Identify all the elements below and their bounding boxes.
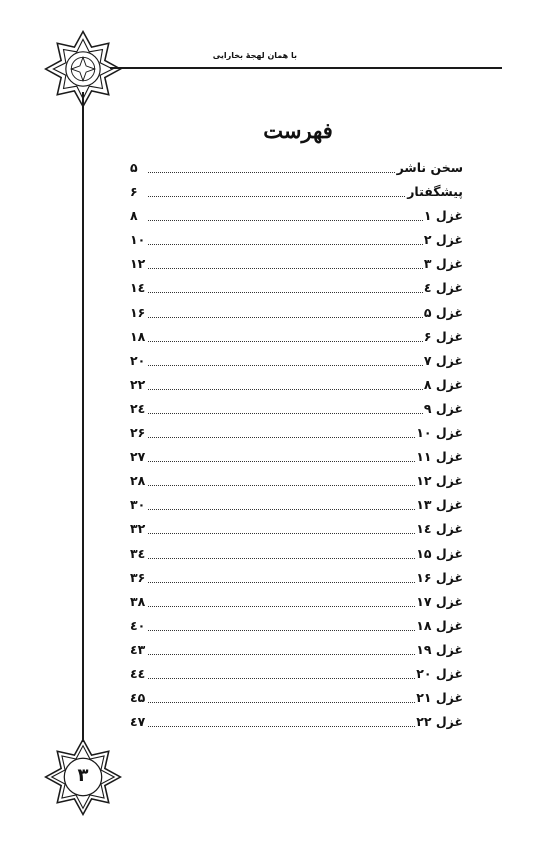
- toc-entry-label: غزل ۱: [423, 208, 463, 224]
- toc-entry-page: ٤٤: [130, 665, 146, 681]
- toc-entry[interactable]: [130, 663, 463, 687]
- toc-entry-label: غزل ۲۲: [416, 714, 463, 730]
- toc-entry-page: ۱۰: [130, 232, 146, 248]
- toc-entry-page: ٤۵: [130, 690, 146, 706]
- toc-entry-label: غزل ۹: [423, 400, 463, 416]
- toc-entry[interactable]: [130, 205, 463, 229]
- toc-entry-page: ۱۶: [130, 304, 146, 320]
- toc-entry-page: ۲۰: [130, 352, 146, 368]
- toc-entry-label: غزل ٤: [423, 280, 463, 296]
- toc-entry-page: ٤۳: [130, 641, 146, 657]
- toc-entry-label: غزل ۶: [423, 328, 463, 344]
- dot-leader: [148, 220, 463, 221]
- running-head: با همان لهجهٔ بخارایی: [212, 51, 297, 60]
- toc-entry[interactable]: [130, 253, 463, 277]
- toc-list: [130, 157, 463, 735]
- toc-entry[interactable]: [130, 157, 463, 181]
- toc-entry-page: ۳۰: [130, 497, 146, 513]
- toc-entry[interactable]: [130, 518, 463, 542]
- toc-entry[interactable]: [130, 374, 463, 398]
- toc-entry[interactable]: [130, 229, 463, 253]
- margin-vertical-rule: [82, 92, 84, 742]
- toc-entry-label: غزل ۱۰: [416, 425, 463, 441]
- toc-entry[interactable]: [130, 422, 463, 446]
- header-rule: [110, 67, 502, 69]
- toc-entry[interactable]: [130, 302, 463, 326]
- toc-entry[interactable]: [130, 398, 463, 422]
- dot-leader: [148, 413, 463, 414]
- toc-entry[interactable]: [130, 639, 463, 663]
- toc-entry-label: غزل ۷: [423, 352, 463, 368]
- dot-leader: [148, 365, 463, 366]
- page-number: ۳: [77, 765, 89, 786]
- toc-entry-page: ۳٤: [130, 545, 146, 561]
- toc-entry[interactable]: [130, 615, 463, 639]
- toc-entry-page: ٤۰: [130, 617, 146, 633]
- dot-leader: [148, 317, 463, 318]
- dot-leader: [148, 292, 463, 293]
- toc-entry-label: غزل ۲: [423, 232, 463, 248]
- toc-entry-label: غزل ۲۰: [416, 665, 463, 681]
- dot-leader: [148, 244, 463, 245]
- toc-entry-label: غزل ۱۸: [416, 617, 463, 633]
- toc-entry-label: غزل ۱٤: [416, 521, 463, 537]
- toc-entry-label: غزل ۱۳: [416, 497, 463, 513]
- toc-entry-page: ۱٤: [130, 280, 146, 296]
- toc-entry-page: ۲۶: [130, 425, 146, 441]
- dot-leader: [148, 389, 463, 390]
- toc-entry-page: ۳۶: [130, 569, 146, 585]
- toc-entry[interactable]: [130, 470, 463, 494]
- dot-leader: [148, 341, 463, 342]
- toc-entry[interactable]: [130, 181, 463, 205]
- toc-entry[interactable]: [130, 326, 463, 350]
- toc-entry-label: غزل ۱۶: [416, 569, 463, 585]
- toc-entry[interactable]: [130, 687, 463, 711]
- rosette-ornament-icon: [44, 30, 122, 108]
- toc-entry-page: ۵: [130, 160, 146, 175]
- toc-entry[interactable]: [130, 591, 463, 615]
- toc-entry-page: ۲۲: [130, 376, 146, 392]
- toc-entry-label: غزل ۱۲: [416, 473, 463, 489]
- toc-entry-page: ۲۷: [130, 449, 146, 465]
- toc-entry-label: غزل ۱۹: [416, 641, 463, 657]
- toc-entry-label: غزل ۵: [423, 304, 463, 320]
- toc-entry-page: ۶: [130, 184, 146, 199]
- toc-entry-page: ۲۸: [130, 473, 146, 489]
- dot-leader: [148, 268, 463, 269]
- toc-entry-label: پیشگفتار: [407, 184, 463, 200]
- toc-entry-page: ۳۲: [130, 521, 146, 537]
- toc-entry-page: ۲٤: [130, 400, 146, 416]
- toc-entry-page: ۱۸: [130, 328, 146, 344]
- toc-entry-label: غزل ۱۵: [416, 545, 463, 561]
- toc-title: فهرست: [263, 118, 333, 143]
- toc-entry-label: غزل ۱۱: [416, 449, 463, 465]
- toc-entry-page: ۸: [130, 208, 146, 223]
- toc-entry[interactable]: [130, 277, 463, 301]
- toc-entry-page: ۳۸: [130, 593, 146, 609]
- toc-entry[interactable]: [130, 446, 463, 470]
- toc-entry[interactable]: [130, 711, 463, 735]
- toc-entry-page: ۱۲: [130, 256, 146, 272]
- toc-entry[interactable]: [130, 494, 463, 518]
- toc-entry-label: غزل ۳: [423, 256, 463, 272]
- toc-entry-page: ٤۷: [130, 714, 146, 730]
- toc-entry-label: غزل ۲۱: [416, 690, 463, 706]
- toc-entry[interactable]: [130, 350, 463, 374]
- toc-entry[interactable]: [130, 567, 463, 591]
- toc-entry-label: غزل ۸: [423, 376, 463, 392]
- toc-entry-label: سخن ناشر: [396, 160, 463, 175]
- toc-entry-label: غزل ۱۷: [416, 593, 463, 609]
- toc-entry[interactable]: [130, 543, 463, 567]
